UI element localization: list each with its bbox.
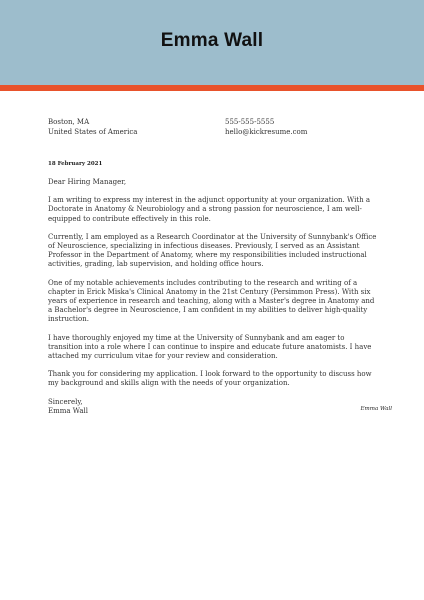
closing-phrase: Sincerely, bbox=[48, 397, 83, 406]
email-address: hello@kickresume.com bbox=[225, 128, 308, 136]
address-country: United States of America bbox=[48, 128, 138, 136]
paragraph-current-role: Currently, I am employed as a Research Coordinator at the University of Sunnybank's Office of Neuroscience, specializing in infectious diseases. Previously, I served as an Assistant Professor in the Department of Anatomy, where my responsibilities included instructional activities, grading, lab supervision, and holding office hours. bbox=[48, 232, 377, 269]
paragraph-intro: I am writing to express my interest in the adjunct opportunity at your organization. With a Doctorate in Anatomy & Neurobiology and a strong passion for neuroscience, I am well-equipped to contribute effectively in this role. bbox=[48, 196, 371, 223]
paragraph-thanks: Thank you for considering my application. I look forward to the opportunity to discuss how my background and skills align with the needs of your organization. bbox=[48, 370, 372, 388]
paragraph-motivation: I have thoroughly enjoyed my time at the University of Sunnybank and am eager to transition into a role where I can continue to inspire and educate future anatomists. I have attached my curriculum vitae for your review and consideration. bbox=[48, 333, 372, 361]
accent-bar bbox=[0, 85, 424, 91]
paragraph-achievements: One of my notable achievements includes contributing to the research and writing of a chapter in Erick Miska's Clinical Anatomy in the 21st Century (Persimmon Press). With six years of experience in research and teaching, along with a Master's degree in Anatomy and a Bachelor's degree in Neuroscience, I am confident in my abilities to deliver high-quality instruction. bbox=[48, 278, 375, 324]
closing-block bbox=[48, 398, 378, 416]
salutation: Dear Hiring Manager, bbox=[48, 178, 127, 186]
address-city: Boston, MA bbox=[48, 118, 90, 126]
signature: Emma Wall bbox=[360, 406, 392, 412]
phone-number: 555-555-5555 bbox=[225, 118, 275, 126]
letter-date: 18 February 2021 bbox=[48, 161, 103, 167]
applicant-name: Emma Wall bbox=[160, 30, 264, 51]
closing-name: Emma Wall bbox=[48, 406, 89, 415]
address-block bbox=[48, 117, 137, 137]
contact-block bbox=[225, 117, 307, 137]
letter-body bbox=[48, 178, 378, 416]
